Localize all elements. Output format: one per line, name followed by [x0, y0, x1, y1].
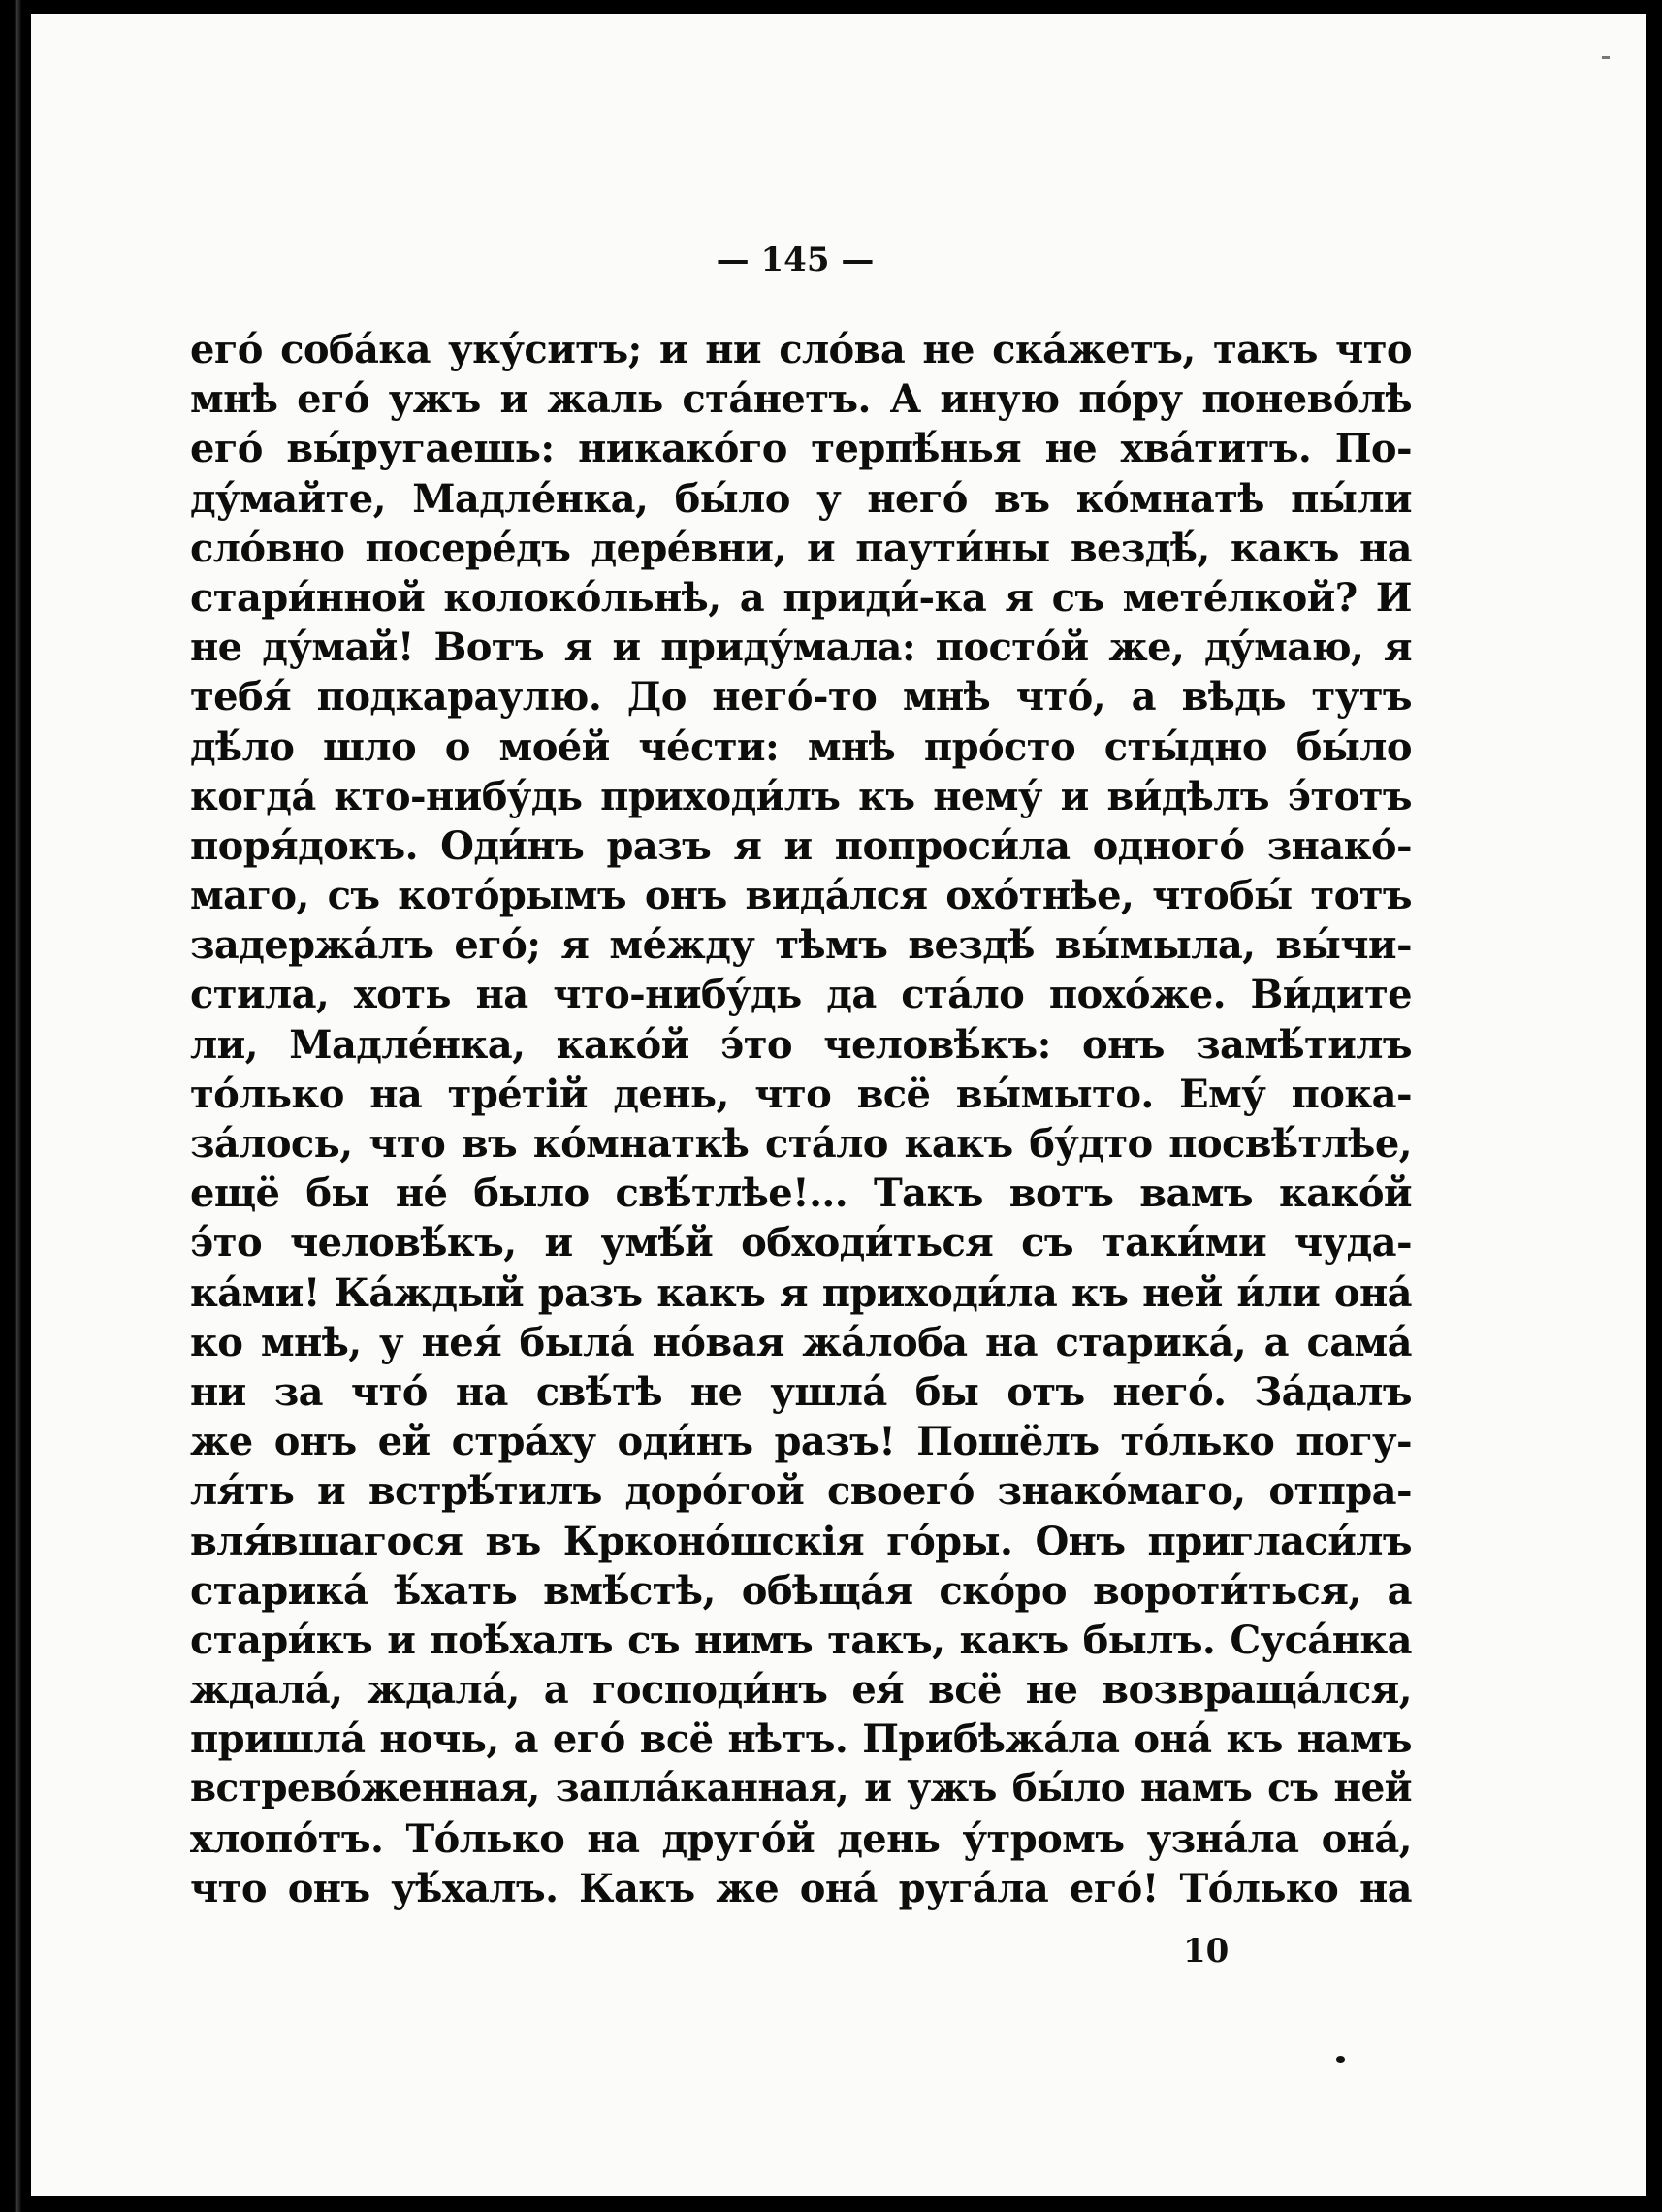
- text-line: же онъ ей стра́ху оди́нъ разъ! Пошёлъ то́лько погу-: [190, 1419, 1412, 1465]
- text-line: стари́нной колоко́льнѣ, а приди́-ка я съ мете́лкой? И: [190, 574, 1412, 621]
- text-line: его́ соба́ка уку́ситъ; и ни сло́ва не ска́жетъ, такъ что: [190, 327, 1412, 372]
- text-line: старика́ ѣ́хать вмѣ́стѣ, обѣща́я ско́ро вороти́ться, а: [190, 1567, 1412, 1614]
- ink-speck: [1336, 2056, 1345, 2063]
- text-line: за́лось, что въ ко́мнаткѣ ста́ло какъ бу́дто посвѣ́тлѣе,: [190, 1121, 1412, 1167]
- text-line: э́то человѣ́къ, и умѣ́й обходи́ться съ таки́ми чуда-: [190, 1220, 1412, 1266]
- text-line: сло́вно посере́дъ дере́вни, и паути́ны вездѣ́, какъ на: [190, 525, 1412, 571]
- text-line: тебя́ подкараулю. До него́-то мнѣ что́, а вѣдь тутъ: [190, 674, 1412, 721]
- page-number: — 145 —: [716, 240, 875, 279]
- text-line: ли, Мадле́нка, како́й э́то человѣ́къ: онъ замѣ́тилъ: [190, 1021, 1412, 1068]
- book-binding-edge: [0, 0, 31, 2212]
- text-line: встрево́женная, запла́канная, и ужъ бы́ло намъ съ ней: [190, 1766, 1412, 1811]
- text-line: ка́ми! Ка́ждый разъ какъ я приходи́ла къ ней и́ли она́: [190, 1269, 1412, 1316]
- text-line: маго, съ кото́рымъ онъ вида́лся охо́тнѣе, чтобы́ тотъ: [190, 873, 1412, 919]
- text-line: дѣ́ло шло о мое́й че́сти: мнѣ про́сто сты́дно бы́ло: [190, 723, 1412, 770]
- text-line: хлопо́тъ. То́лько на друго́й день у́тромъ узна́ла она́,: [190, 1815, 1412, 1862]
- text-line: ещё бы не́ было свѣ́тлѣе!... Такъ вотъ вамъ како́й: [190, 1170, 1412, 1217]
- text-line: не ду́май! Вотъ я и приду́мала: посто́й же, ду́маю, я: [190, 625, 1412, 671]
- signature-mark: 10: [1183, 1932, 1230, 1971]
- scan-speck: [1602, 56, 1610, 59]
- text-line: стила, хоть на что-нибу́дь да ста́ло похо́же. Ви́дите: [190, 972, 1412, 1018]
- text-line: ждала́, ждала́, а господи́нъ ея́ всё не возвраща́лся,: [190, 1667, 1412, 1714]
- text-line: ду́майте, Мадле́нка, бы́ло у него́ въ ко́мнатѣ пы́ли: [190, 475, 1412, 522]
- text-line: его́ вы́ругаешь: никако́го терпѣ́нья не хва́титъ. По-: [190, 426, 1412, 472]
- text-line: ля́ть и встрѣ́тилъ доро́гой своего́ знако́маго, отпра-: [190, 1468, 1412, 1515]
- text-line: пришла́ ночь, а его́ всё нѣтъ. Прибѣжа́ла она́ къ намъ: [190, 1716, 1412, 1763]
- text-line: то́лько на тре́тій день, что всё вы́мыто. Ему́ пока-: [190, 1071, 1412, 1117]
- text-line: ко мнѣ, у нея́ была́ но́вая жа́лоба на старика́, а сама́: [190, 1319, 1412, 1365]
- text-line: задержа́лъ его́; я ме́жду тѣмъ вездѣ́ вы́мыла, вы́чи-: [190, 922, 1412, 969]
- text-line: ни за что́ на свѣ́тѣ не ушла́ бы отъ него́. За́далъ: [190, 1368, 1412, 1415]
- body-text: [190, 325, 1412, 1913]
- text-line: поря́докъ. Оди́нъ разъ я и попроси́ла одного́ знако́-: [190, 822, 1412, 869]
- text-line: что онъ уѣ́халъ. Какъ же она́ руга́ла его́! То́лько на: [190, 1865, 1412, 1911]
- text-line: вля́вшагося въ Крконо́шскія го́ры. Онъ пригласи́лъ: [190, 1518, 1412, 1564]
- text-line: мнѣ его́ ужъ и жаль ста́нетъ. А иную по́ру понево́лѣ: [190, 376, 1412, 423]
- text-line: когда́ кто-нибу́дь приходи́лъ къ нему́ и ви́дѣлъ э́тотъ: [190, 773, 1412, 819]
- text-line: стари́къ и поѣ́халъ съ нимъ такъ, какъ былъ. Суса́нка: [190, 1617, 1412, 1663]
